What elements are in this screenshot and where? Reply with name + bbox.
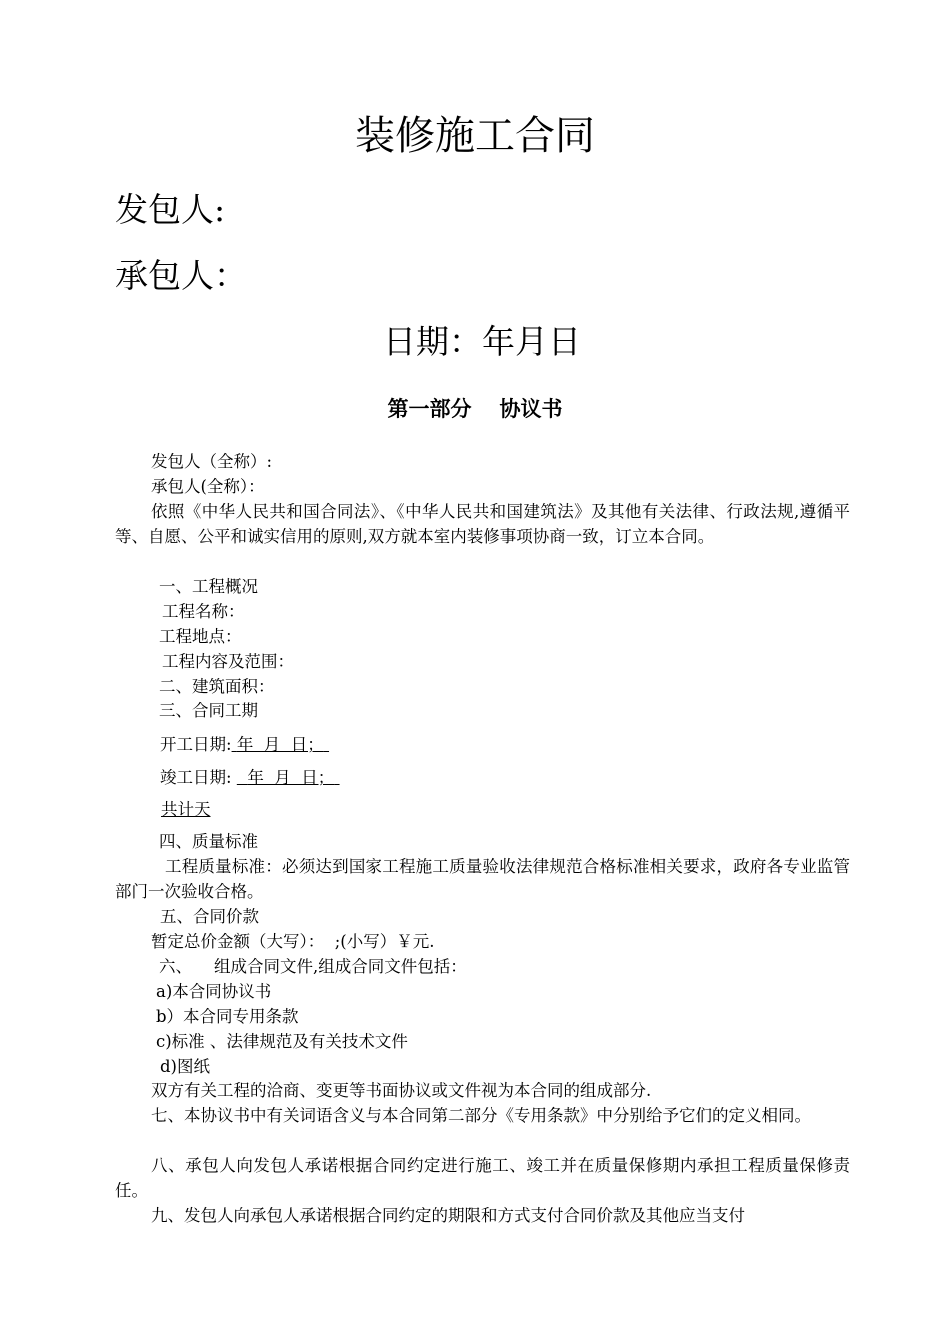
section-8-paragraph: 八、承包人向发包人承诺根据合同约定进行施工、竣工并在质量保修期内承担工程质量保修责任。 xyxy=(115,1156,850,1200)
contractor-full-name: 承包人(全称）： xyxy=(151,477,265,496)
section-2-heading: 二、建筑面积： xyxy=(159,677,275,696)
section-5-heading: 五、合同价款 xyxy=(160,907,259,926)
part-one-name: 协议书 xyxy=(499,396,563,421)
start-date-line xyxy=(160,732,329,757)
section-7-paragraph: 七、本协议书中有关词语含义与本合同第二部分《专用条款》中分别给予它们的定义相同。 xyxy=(151,1106,811,1125)
section-3-heading: 三、合同工期 xyxy=(159,701,258,720)
project-name-field: 工程名称： xyxy=(162,602,245,621)
date-line: 日期：年月日 xyxy=(383,322,581,361)
section-9-paragraph: 九、发包人向承包人承诺根据合同约定的期限和方式支付合同价款及其他应当支付 xyxy=(151,1206,745,1225)
project-scope-field: 工程内容及范围： xyxy=(162,652,294,671)
section-4-heading: 四、质量标准 xyxy=(159,832,258,851)
start-date-label: 开工日期: xyxy=(160,735,232,754)
section-6-text: 组成合同文件,组成合同文件包括： xyxy=(214,957,467,976)
total-days: 共计天 xyxy=(161,800,211,819)
negotiation-line: 双方有关工程的洽商、变更等书面协议或文件视为本合同的组成部分. xyxy=(151,1081,652,1100)
section-6-heading xyxy=(159,954,467,979)
price-line: 暂定总价金额（大写）： ;(小写）￥元. xyxy=(151,932,435,951)
document-item-d: d)图纸 xyxy=(160,1057,210,1076)
contractor-label: 承包人： xyxy=(115,256,247,295)
section-1-heading: 一、工程概况 xyxy=(159,577,258,596)
employer-full-name: 发包人（全称）: xyxy=(151,452,273,471)
start-date-value: 年 月 日； xyxy=(236,735,324,754)
project-location-field: 工程地点： xyxy=(159,627,242,646)
document-item-b: b）本合同专用条款 xyxy=(156,1007,299,1026)
part-one-heading xyxy=(0,395,950,423)
intro-paragraph: 依照《中华人民共和国合同法》、《中华人民共和国建筑法》及其他有关法律、行政法规,遵循平等、自愿、公平和诚实信用的原则,双方就本室内装修事项协商一致，订立本合同。 xyxy=(115,502,850,546)
part-one-label: 第一部分 xyxy=(387,396,472,421)
document-item-c: c)标准 、法律规范及有关技术文件 xyxy=(156,1032,408,1051)
section-6-number: 六、 xyxy=(159,957,192,976)
employer-label: 发包人: xyxy=(115,190,226,229)
finish-date-label: 竣工日期: xyxy=(160,768,232,787)
finish-date-line xyxy=(160,765,340,790)
quality-paragraph: 工程质量标准：必须达到国家工程施工质量验收法律规范合格标准相关要求，政府各专业监管部门一次验收合格。 xyxy=(115,857,850,901)
finish-date-value: 年 月 日； xyxy=(247,768,335,787)
document-item-a: a)本合同协议书 xyxy=(156,982,272,1001)
document-title: 装修施工合同 xyxy=(355,113,595,159)
